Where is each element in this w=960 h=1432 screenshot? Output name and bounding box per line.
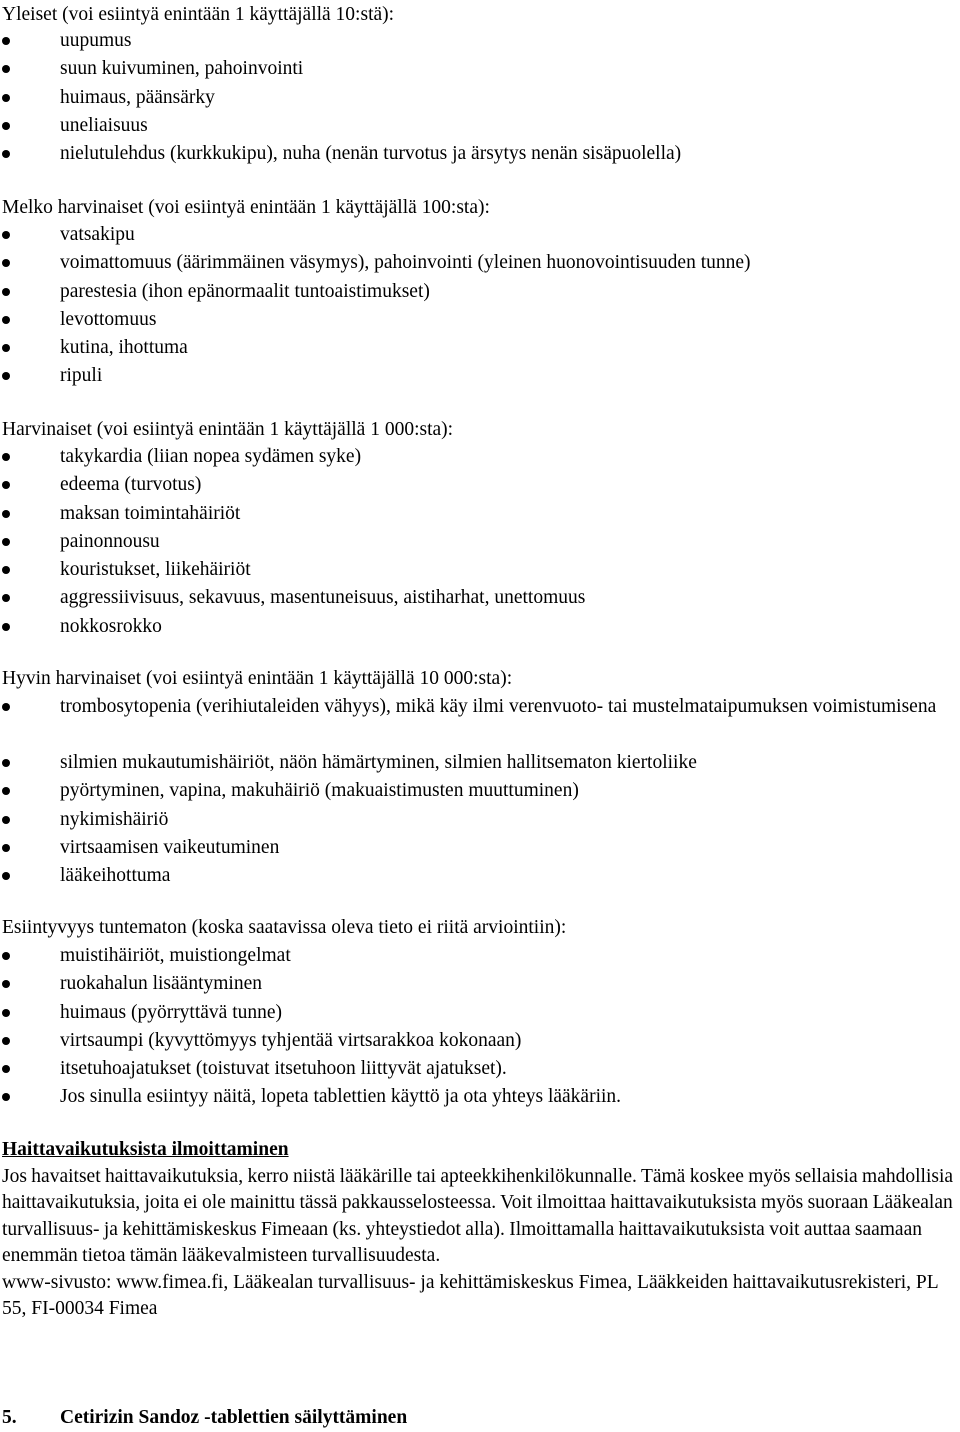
list-item: muistihäiriöt, muistiongelmat: [0, 942, 960, 970]
reporting-section: [2, 1136, 960, 1322]
list-item: maksan toimintahäiriöt: [0, 500, 960, 528]
bullet-icon: [2, 510, 10, 518]
bullet-icon: [2, 759, 10, 767]
bullet-icon: [2, 372, 10, 380]
bullet-icon: [2, 231, 10, 239]
reporting-body: Jos havaitset haittavaikutuksia, kerro niistä lääkärille tai apteekkihenkilökunnalle. Tämä koskee myös sellaisia mahdollisia haittavaikutuksia, joita ei ole mainittu tässä pakkausselosteessa. Voit ilmoittaa haittavaikutuksista myös suoraan Lääkealan turvallisuus- ja kehittämiskeskus Fimeaan (ks. yhteystiedot alla). Ilmoittamalla haittavaikutuksista voit auttaa saamaan enemmän tietoa tämän lääkevalmisteen turvallisuudesta.: [2, 1166, 954, 1267]
section-heading: [2, 1404, 407, 1432]
list-item: suun kuivuminen, pahoinvointi: [0, 55, 960, 83]
bullet-icon: [2, 844, 10, 852]
bullet-icon: [2, 94, 10, 102]
list-item: nokkosrokko: [0, 613, 960, 641]
bullet-icon: [2, 787, 10, 795]
list-item: lääkeihottuma: [0, 862, 960, 890]
bullet-icon: [2, 538, 10, 546]
bullet-icon: [2, 703, 10, 711]
bullet-icon: [2, 481, 10, 489]
bullet-icon: [2, 1093, 10, 1101]
list-item: vatsakipu: [0, 221, 960, 249]
bullet-icon: [2, 150, 10, 158]
list-item: nykimishäiriö: [0, 806, 960, 834]
list-item: nielutulehdus (kurkkukipu), nuha (nenän turvotus ja ärsytys nenän sisäpuolella): [0, 140, 960, 168]
list-item: voimattomuus (äärimmäinen väsymys), pahoinvointi (yleinen huonovointisuuden tunne): [0, 249, 960, 277]
bullet-icon: [2, 816, 10, 824]
list-item: edeema (turvotus): [0, 471, 960, 499]
reporting-contact: www-sivusto: www.fimea.fi, Lääkealan turvallisuus- ja kehittämiskeskus Fimea, Lääkkeiden haittavaikutusrekisteri, PL 55, FI-00034 Fimea: [2, 1271, 938, 1320]
list-item: parestesia (ihon epänormaalit tuntoaistimukset): [0, 278, 960, 306]
bullet-list: [0, 942, 960, 1112]
bullet-icon: [2, 980, 10, 988]
list-item: uupumus: [0, 27, 960, 55]
list-item: virtsaumpi (kyvyttömyys tyhjentää virtsarakkoa kokonaan): [0, 1027, 960, 1055]
bullet-icon: [2, 566, 10, 574]
list-item: huimaus (pyörryttävä tunne): [0, 999, 960, 1027]
bullet-icon: [2, 259, 10, 267]
list-item: virtsaamisen vaikeutuminen: [0, 834, 960, 862]
bullet-icon: [2, 872, 10, 880]
group-heading: Yleiset (voi esiintyä enintään 1 käyttäjällä 10:stä):: [2, 4, 395, 25]
bullet-list: [0, 693, 960, 890]
section-number: 5.: [2, 1407, 17, 1428]
list-item: pyörtyminen, vapina, makuhäiriö (makuaistimusten muuttuminen): [0, 777, 960, 805]
group-heading: Harvinaiset (voi esiintyä enintään 1 käyttäjällä 1 000:sta):: [2, 419, 454, 440]
list-item: Jos sinulla esiintyy näitä, lopeta tablettien käyttö ja ota yhteys lääkäriin.: [0, 1083, 960, 1111]
group-heading: Melko harvinaiset (voi esiintyä enintään 1 käyttäjällä 100:sta):: [2, 197, 490, 218]
bullet-list: [0, 221, 960, 391]
bullet-icon: [2, 594, 10, 602]
bullet-icon: [2, 453, 10, 461]
list-item: aggressiivisuus, sekavuus, masentuneisuus, aistiharhat, unettomuus: [0, 584, 960, 612]
bullet-icon: [2, 344, 10, 352]
bullet-icon: [2, 122, 10, 130]
bullet-icon: [2, 1009, 10, 1017]
section-title: Cetirizin Sandoz -tablettien säilyttäminen: [60, 1407, 408, 1428]
bullet-icon: [2, 37, 10, 45]
bullet-icon: [2, 316, 10, 324]
bullet-icon: [2, 952, 10, 960]
bullet-icon: [2, 1037, 10, 1045]
list-item: ruokahalun lisääntyminen: [0, 970, 960, 998]
group-heading: Hyvin harvinaiset (voi esiintyä enintään 1 käyttäjällä 10 000:sta):: [2, 668, 513, 689]
bullet-icon: [2, 288, 10, 296]
list-item: itsetuhoajatukset (toistuvat itsetuhoon liittyvät ajatukset).: [0, 1055, 960, 1083]
list-item: trombosytopenia (verihiutaleiden vähyys), mikä käy ilmi verenvuoto- tai mustelmataipumuksen voimistumisena: [0, 693, 960, 749]
list-item: takykardia (liian nopea sydämen syke): [0, 443, 960, 471]
bullet-icon: [2, 623, 10, 631]
bullet-list: [0, 443, 960, 641]
bullet-icon: [2, 65, 10, 73]
group-heading: Esiintyvyys tuntematon (koska saatavissa oleva tieto ei riitä arviointiin):: [2, 917, 567, 938]
list-item: kouristukset, liikehäiriöt: [0, 556, 960, 584]
list-item: kutina, ihottuma: [0, 334, 960, 362]
list-item: huimaus, päänsärky: [0, 84, 960, 112]
list-item: silmien mukautumishäiriöt, näön hämärtyminen, silmien hallitsematon kiertoliike: [0, 749, 960, 777]
list-item: painonnousu: [0, 528, 960, 556]
bullet-list: [0, 27, 960, 168]
list-item: ripuli: [0, 362, 960, 390]
list-item: uneliaisuus: [0, 112, 960, 140]
list-item: levottomuus: [0, 306, 960, 334]
reporting-title: Haittavaikutuksista ilmoittaminen: [2, 1139, 289, 1160]
bullet-icon: [2, 1065, 10, 1073]
